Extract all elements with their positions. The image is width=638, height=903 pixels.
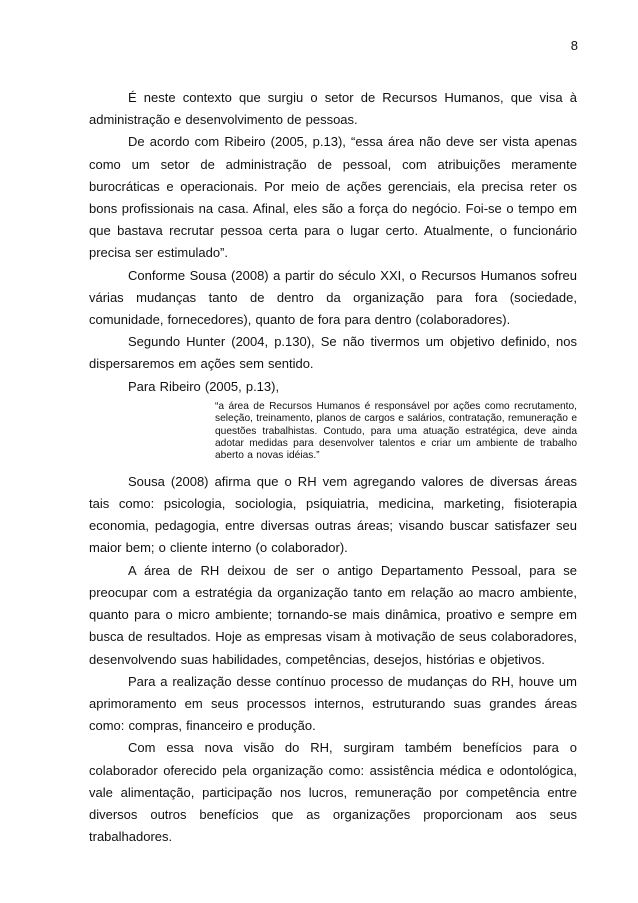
paragraph: Segundo Hunter (2004, p.130), Se não tivermos um objetivo definido, nos dispersaremos em ações sem sentido. bbox=[89, 334, 577, 372]
paragraph: Conforme Sousa (2008) a partir do século XXI, o Recursos Humanos sofreu várias mudanças tanto de dentro da organização para fora (sociedade, comunidade, fornecedores), quanto de fora para dentro (colaboradores). bbox=[89, 267, 577, 328]
paragraph: Para a realização desse contínuo processo de mudanças do RH, houve um aprimoramento em seus processos internos, estruturando suas grandes áreas como: compras, financeiro e produção. bbox=[89, 673, 577, 734]
paragraph: Sousa (2008) afirma que o RH vem agregando valores de diversas áreas tais como: psicologia, sociologia, psiquiatria, medicina, marketing, fisioterapia economia, pedagogia, entre diversas outras áreas; visando buscar satisfazer seu maior bem; o cliente interno (o colaborador). bbox=[89, 473, 577, 556]
paragraph: Para Ribeiro (2005, p.13), bbox=[128, 378, 280, 394]
paragraph: A área de RH deixou de ser o antigo Departamento Pessoal, para se preocupar com a estratégia da organização tanto em relação ao macro ambiente, quanto para o micro ambiente; tornando-se mais dinâmica, proativo e sempre em busca de resultados. Hoje as empresas visam à motivação de seus colaboradores, desenvolvendo suas habilidades, competências, desejos, histórias e objetivos. bbox=[89, 562, 577, 667]
paragraph: É neste contexto que surgiu o setor de Recursos Humanos, que visa à administração e desenvolvimento de pessoas. bbox=[89, 90, 577, 128]
document-body bbox=[89, 87, 577, 848]
paragraph: De acordo com Ribeiro (2005, p.13), “essa área não deve ser vista apenas como um setor de administração de pessoal, com atribuições meramente burocráticas e operacionais. Por meio de ações gerenciais, ela precisa reter os bons profissionais na casa. Afinal, eles são a força do negócio. Foi-se o tempo em que bastava recrutar pessoa certa para o lugar certo. Atualmente, o funcionário precisa ser estimulado”. bbox=[89, 134, 577, 261]
paragraph: Com essa nova visão do RH, surgiram também benefícios para o colaborador oferecido pela organização como: assistência médica e odontológica, vale alimentação, participação nos lucros, remuneração por competência entre diversos outros benefícios que as organizações proporcionam aos seus trabalhadores. bbox=[89, 740, 577, 845]
page-number: 8 bbox=[570, 38, 578, 53]
block-quote: “a área de Recursos Humanos é responsável por ações como recrutamento, seleção, treinamento, planos de cargos e salários, contratação, remuneração e questões trabalhistas. Contudo, para uma atuação estratégica, deve ainda adotar medidas para desenvolver talentos e criar um ambiente de trabalho aberto a novas idéias.” bbox=[215, 400, 577, 462]
